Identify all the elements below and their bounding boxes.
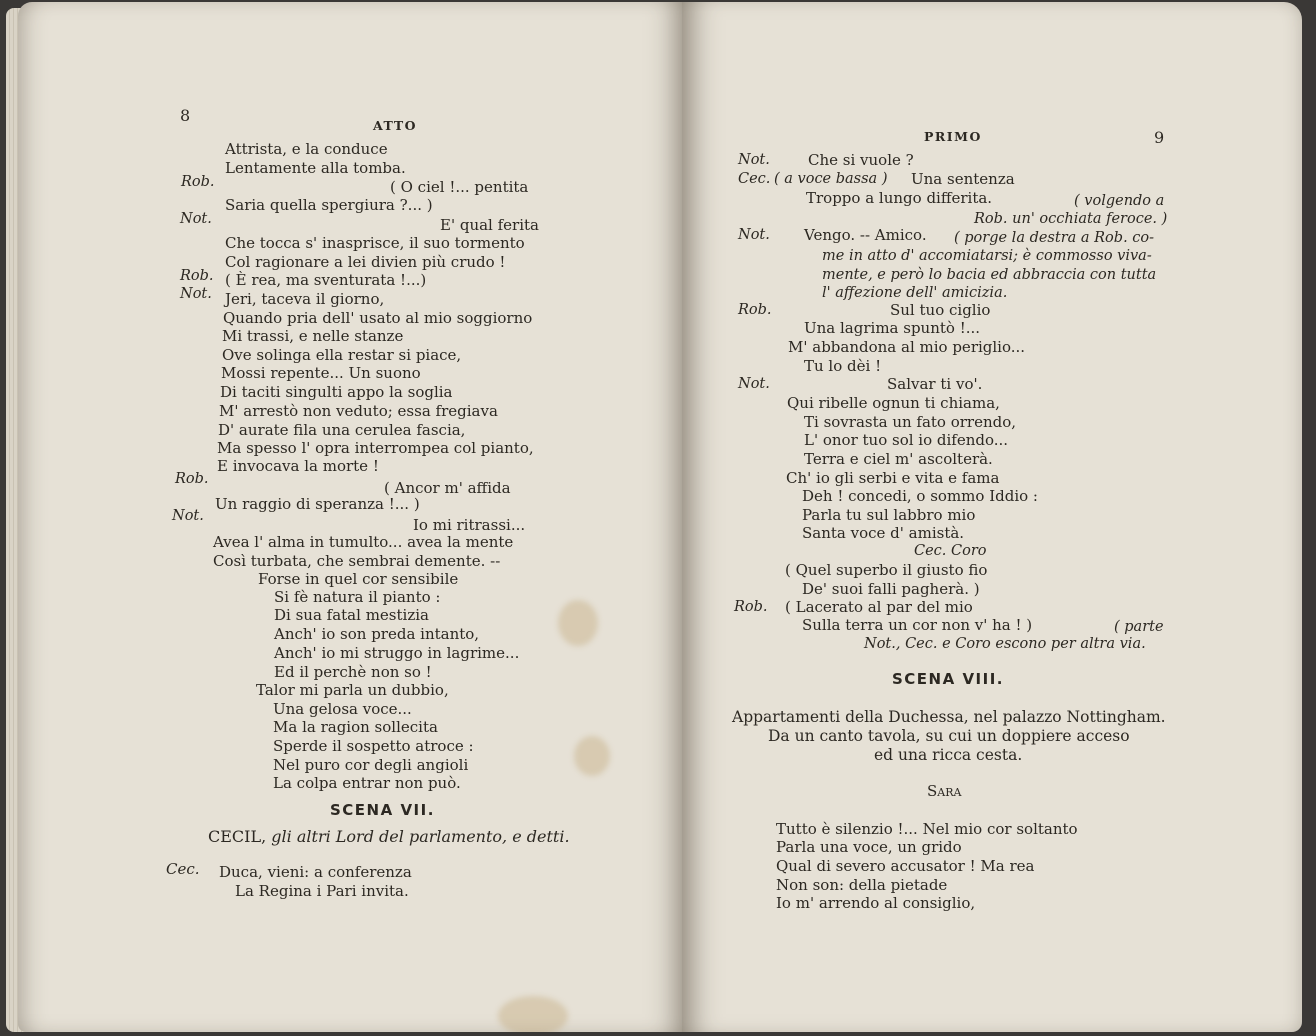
verse-line: Lentamente alla tomba. bbox=[225, 159, 406, 177]
verse-line: Che tocca s' inasprisce, il suo tormento bbox=[225, 234, 525, 252]
stain bbox=[498, 996, 568, 1032]
verse-line: Sperde il sospetto atroce : bbox=[273, 737, 474, 755]
verse-line: Così turbata, che sembrai demente. -- bbox=[213, 552, 501, 570]
verse-line: La Regina i Pari invita. bbox=[235, 882, 409, 900]
speaker: Cec. bbox=[738, 171, 771, 187]
verse-line: Terra e ciel m' ascolterà. bbox=[804, 450, 993, 468]
verse-line: Ti sovrasta un fato orrendo, bbox=[804, 413, 1017, 431]
setting-line: ed una ricca cesta. bbox=[874, 746, 1023, 764]
stage-direction: ( parte bbox=[1114, 619, 1164, 635]
setting-line: Appartamenti della Duchessa, nel palazzo Nottingham. bbox=[732, 708, 1166, 726]
verse-line: Attrista, e la conduce bbox=[225, 140, 388, 158]
verse-line: ( Ancor m' affida bbox=[384, 479, 511, 497]
verse-line: Avea l' alma in tumulto... avea la mente bbox=[213, 533, 514, 551]
verse-line: Quando pria dell' usato al mio soggiorno bbox=[223, 309, 533, 327]
verse-line: Io mi ritrassi... bbox=[413, 516, 526, 534]
verse-line: Vengo. -- Amico. bbox=[804, 226, 927, 244]
speaker: Rob. bbox=[181, 174, 215, 190]
speaker: Not. bbox=[738, 152, 770, 168]
verse-line: Io m' arrendo al consiglio, bbox=[776, 894, 976, 912]
speaker: Not. bbox=[180, 211, 212, 227]
speaker: Rob. bbox=[738, 302, 772, 318]
verse-line: Nel puro cor degli angioli bbox=[273, 756, 469, 774]
verse-line: Duca, vieni: a conferenza bbox=[219, 863, 412, 881]
verse-line: Deh ! concedi, o sommo Iddio : bbox=[802, 487, 1038, 505]
verse-line: Non son: della pietade bbox=[776, 876, 948, 894]
verse-line: Parla tu sul labbro mio bbox=[802, 506, 976, 524]
verse-line: E' qual ferita bbox=[440, 216, 539, 234]
stage-direction: me in atto d' accomiatarsi; è commosso viva- bbox=[822, 248, 1152, 264]
verse-line: Un raggio di speranza !... ) bbox=[215, 495, 420, 513]
verse-line: Jeri, taceva il giorno, bbox=[225, 290, 385, 308]
running-head: PRIMO bbox=[924, 129, 982, 144]
character-name: CECIL, bbox=[208, 827, 267, 846]
stage-direction: l' affezione dell' amicizia. bbox=[822, 285, 1008, 301]
verse-line: Una lagrima spuntò !... bbox=[804, 319, 981, 337]
speaker: Not. bbox=[738, 376, 770, 392]
stage-direction: Not., Cec. e Coro escono per altra via. bbox=[864, 636, 1146, 652]
verse-line: Una gelosa voce... bbox=[273, 700, 412, 718]
speaker: Rob. bbox=[175, 471, 209, 487]
verse-line: Col ragionare a lei divien più crudo ! bbox=[225, 253, 506, 271]
verse-line: Salvar ti vo'. bbox=[887, 375, 983, 393]
verse-line: Sul tuo ciglio bbox=[890, 301, 991, 319]
verse-line: Anch' io son preda intanto, bbox=[274, 625, 480, 643]
verse-line: Troppo a lungo differita. bbox=[806, 189, 993, 207]
stage-direction: ( volgendo a bbox=[1074, 193, 1165, 209]
verse-line: Ma spesso l' opra interrompea col pianto, bbox=[217, 439, 534, 457]
verse-line: De' suoi falli pagherà. ) bbox=[802, 580, 980, 598]
verse-line: Ma la ragion sollecita bbox=[273, 718, 438, 736]
verse-line: Saria quella spergiura ?... ) bbox=[225, 196, 433, 214]
stage-direction: mente, e però lo bacia ed abbraccia con tutta bbox=[822, 267, 1157, 283]
verse-line: L' onor tuo sol io difendo... bbox=[804, 431, 1009, 449]
verse-line: D' aurate fila una cerulea fascia, bbox=[218, 421, 466, 439]
verse-line: Si fè natura il pianto : bbox=[274, 588, 441, 606]
stain bbox=[574, 736, 610, 776]
verse-line: Che si vuole ? bbox=[808, 151, 914, 169]
speaker: Not. bbox=[738, 227, 770, 243]
verse-line: Tu lo dèi ! bbox=[804, 357, 882, 375]
verse-line: Anch' io mi struggo in lagrime... bbox=[274, 644, 520, 662]
stage-direction-text: gli altri Lord del parlamento, e detti. bbox=[271, 827, 570, 846]
speaker: Rob. bbox=[180, 268, 214, 284]
stage-direction: Cec. Coro bbox=[914, 543, 987, 559]
verse-line: Qui ribelle ognun ti chiama, bbox=[787, 394, 1000, 412]
verse-line: Sulla terra un cor non v' ha ! ) bbox=[802, 616, 1033, 634]
verse-line: Tutto è silenzio !... Nel mio cor soltanto bbox=[776, 820, 1078, 838]
verse-line: La colpa entrar non può. bbox=[273, 774, 461, 792]
character-name: Sara bbox=[927, 782, 962, 800]
speaker: Cec. bbox=[166, 860, 200, 878]
left-page bbox=[18, 2, 682, 1032]
verse-line: M' abbandona al mio periglio... bbox=[788, 338, 1026, 356]
verse-line: Ch' io gli serbi e vita e fama bbox=[786, 469, 1000, 487]
scene-title: SCENA VII. bbox=[330, 801, 435, 819]
speaker: Not. bbox=[180, 286, 212, 302]
verse-line: Talor mi parla un dubbio, bbox=[256, 681, 449, 699]
page-number: 9 bbox=[1154, 128, 1165, 147]
verse-line: Qual di severo accusator ! Ma rea bbox=[776, 857, 1035, 875]
right-page bbox=[682, 2, 1302, 1032]
verse-line: ( Lacerato al par del mio bbox=[785, 598, 973, 616]
speaker: Not. bbox=[172, 508, 204, 524]
page-number: 8 bbox=[180, 106, 191, 125]
verse-line: Ove solinga ella restar si piace, bbox=[222, 346, 462, 364]
verse-line: Parla una voce, un grido bbox=[776, 838, 962, 856]
verse-line: Di sua fatal mestizia bbox=[274, 606, 429, 624]
verse-line: Mossi repente... Un suono bbox=[221, 364, 421, 382]
verse-line: Santa voce d' amistà. bbox=[802, 524, 965, 542]
verse-line: ( Quel superbo il giusto fio bbox=[785, 561, 988, 579]
verse-line: ( O ciel !... pentita bbox=[390, 178, 529, 196]
scene-title: SCENA VIII. bbox=[892, 670, 1004, 688]
running-head: ATTO bbox=[373, 118, 418, 133]
verse-line: M' arrestò non veduto; essa fregiava bbox=[219, 402, 498, 420]
stage-direction: Rob. un' occhiata feroce. ) bbox=[974, 211, 1168, 227]
setting-line: Da un canto tavola, su cui un doppiere acceso bbox=[768, 727, 1130, 745]
verse-line: Di taciti singulti appo la soglia bbox=[220, 383, 453, 401]
stage-direction: ( porge la destra a Rob. co- bbox=[954, 230, 1155, 246]
verse-line: Una sentenza bbox=[911, 170, 1015, 188]
stain bbox=[558, 600, 598, 646]
verse-line: ( È rea, ma sventurata !...) bbox=[225, 271, 427, 289]
verse-line: Forse in quel cor sensibile bbox=[258, 570, 459, 588]
speaker: Rob. bbox=[734, 599, 768, 615]
verse-line: Ed il perchè non so ! bbox=[274, 663, 432, 681]
verse-line: E invocava la morte ! bbox=[217, 457, 379, 475]
stage-direction: ( a voce bassa ) bbox=[774, 171, 888, 187]
stage-direction bbox=[208, 828, 570, 846]
verse-line: Mi trassi, e nelle stanze bbox=[222, 327, 404, 345]
